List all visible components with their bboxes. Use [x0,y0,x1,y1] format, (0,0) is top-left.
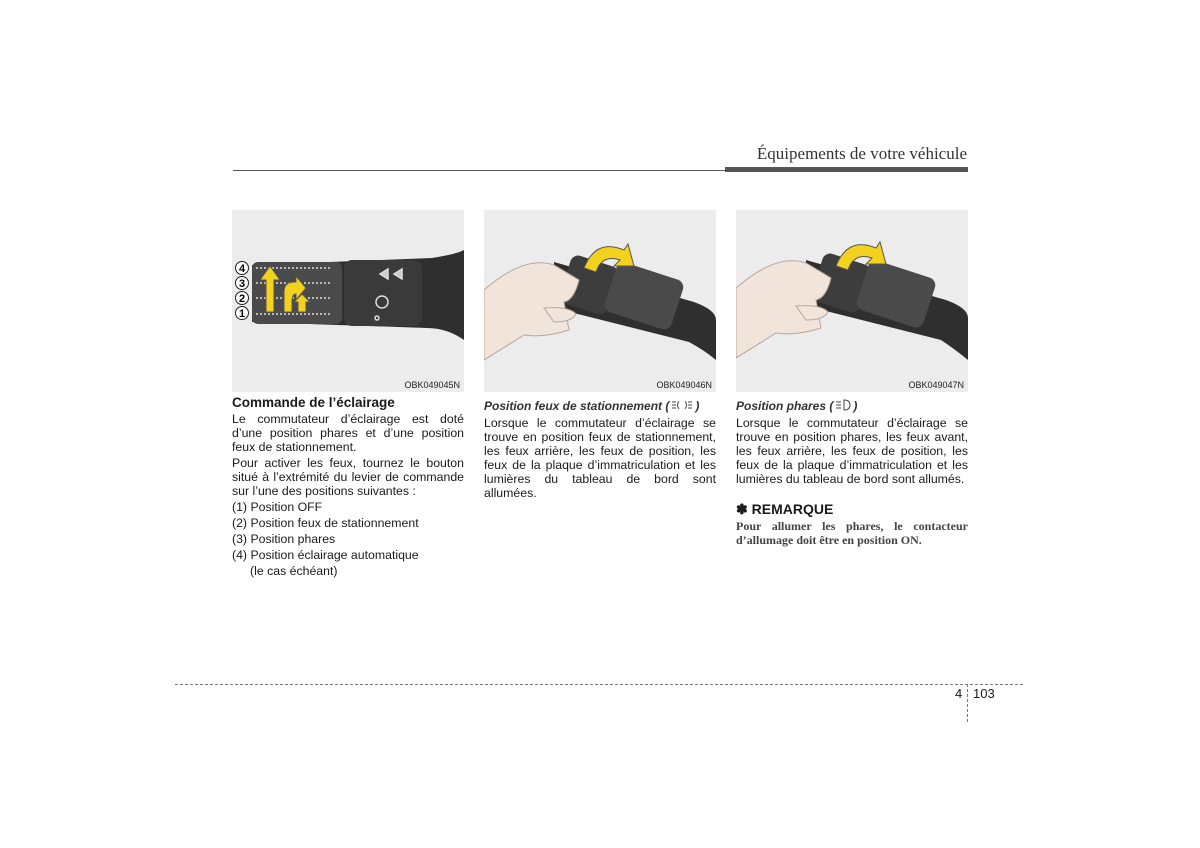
position-marker: 4 [238,263,246,275]
footer-page-number: 103 [973,686,995,701]
heading-text: ) [695,399,700,413]
note-body: Pour allumer les phares, le contacteur d’allumage doit être en position ON. [736,519,968,548]
section-paragraph: Lorsque le commutateur d’éclairage se trouve en position phares, les feux avant, les feux arrière, les feux de position, les feux de la plaque d’immatriculation et les lumières du tableau de bord sont allumés. [736,416,968,487]
section-lighting-control [232,396,464,580]
list-item: (3) Position phares [232,532,336,546]
position-marker: 1 [238,308,246,320]
figure-code: OBK049045N [404,380,460,390]
note-title: ✽ REMARQUE [736,501,834,518]
header-rule-thick [725,167,968,172]
parking-light-icon [671,399,693,414]
position-marker: 3 [238,278,246,290]
section-paragraph: Pour activer les feux, tournez le bouton situé à l’extrémité du levier de commande sur l’une des positions suivantes : [232,456,464,498]
section-headlights [736,399,968,547]
lever-illustration [232,210,464,392]
figure-code: OBK049046N [656,380,712,390]
section-paragraph: Lorsque le commutateur d’éclairage se trouve en position feux de stationnement, les feux arrière, les feux de position, les feux de la plaque d’immatriculation et les lumières du tableau de bord sont allumées. [484,416,716,501]
position-marker: 2 [238,293,246,305]
footer-vertical-divider [967,684,968,722]
section-heading: Commande de l’éclairage [232,395,395,410]
list-item: (le cas échéant) [250,564,338,578]
figure-headlight-position [736,210,968,392]
footer-divider [175,684,1023,685]
hand-turning-knob-illustration [484,210,716,392]
heading-text: Position feux de stationnement ( [484,399,670,413]
position-list [232,500,464,578]
section-heading [736,399,968,414]
headlight-icon [835,399,851,414]
section-heading [484,399,716,414]
section-parking-lights [484,399,716,502]
heading-text: ) [853,399,858,413]
heading-text: Position phares ( [736,399,834,413]
list-item: (2) Position feux de stationnement [232,516,419,530]
figure-lever-positions [232,210,464,392]
page-header-title: Équipements de votre véhicule [756,144,967,163]
list-item: (1) Position OFF [232,500,323,514]
footer-chapter-number: 4 [955,686,963,701]
list-item: (4) Position éclairage automatique [232,548,419,562]
header-rule-thin [233,170,725,171]
hand-turning-knob-illustration [736,210,968,392]
figure-parking-position [484,210,716,392]
figure-code: OBK049047N [908,380,964,390]
section-paragraph: Le commutateur d’éclairage est doté d’une position phares et d’une position feux de stationnement. [232,412,464,454]
